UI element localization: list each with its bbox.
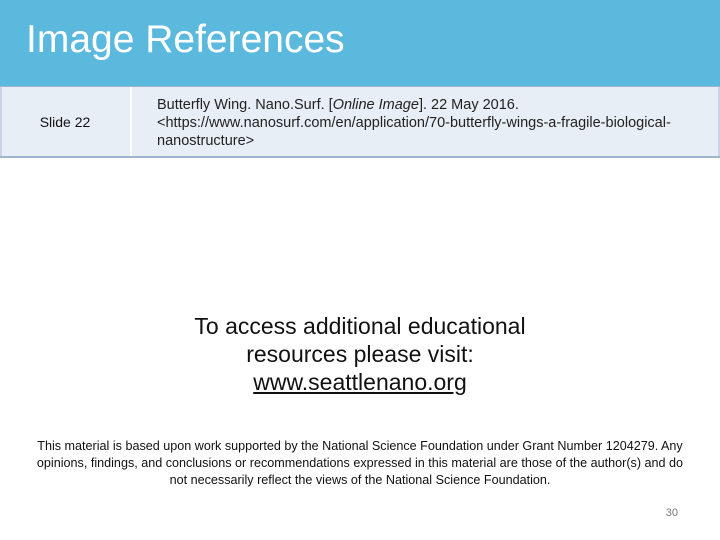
citation-suffix: ]. 22 May 2016. <https://www.nanosurf.com/en/application/70-butterfly-wings-a-fragile-biological-nanostructure> — [157, 97, 671, 149]
funding-notice: This material is based upon work supported by the National Science Foundation under Grant Number 1204279. Any opinions, findings, and conclusions or recommendations expressed in this material are those of the author(s) and do not necessarily reflect the views of the National Science Foundation. — [36, 439, 684, 487]
title-bar — [0, 0, 720, 86]
access-resources-block — [130, 312, 590, 396]
reference-table — [0, 86, 720, 158]
page-title: Image References — [26, 18, 345, 61]
access-line-2: resources please visit: — [246, 341, 474, 367]
reference-slide-label-text: Slide 22 — [39, 113, 91, 130]
citation-prefix: Butterfly Wing. Nano.Surf. [ — [157, 97, 333, 113]
reference-citation — [157, 96, 697, 150]
page-number: 30 — [665, 507, 678, 519]
reference-slide-label — [0, 87, 130, 156]
access-line-1: To access additional educational — [194, 313, 526, 339]
table-column-divider — [130, 87, 132, 156]
seattlenano-link[interactable]: www.seattlenano.org — [253, 369, 467, 395]
citation-italic: Online Image — [332, 97, 419, 113]
